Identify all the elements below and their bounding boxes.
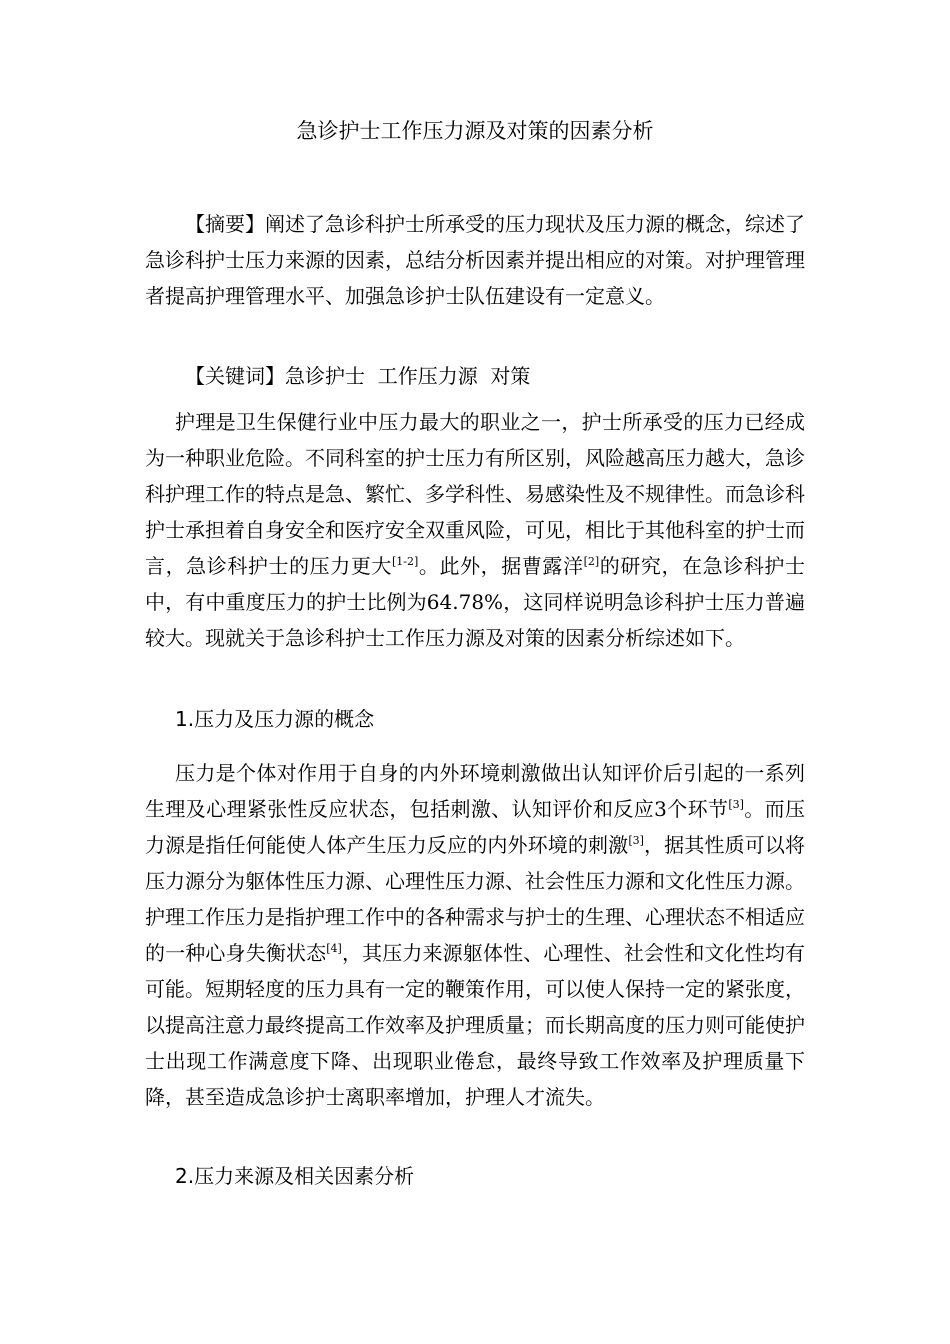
- keywords-label: 【关键词】: [185, 364, 285, 388]
- section-1-text-2: 。而压力源是指任何能使人体产生压力反应的内外环境的刺激: [145, 797, 806, 857]
- document-title: 急诊护士工作压力源及对策的因素分析: [296, 119, 654, 143]
- section-1-text-4: ，其压力来源躯体性、心理性、社会性和文化性均有可能。短期轻度的压力具有一定的鞭策作用，可以使人保持一定的紧张度，以提高注意力最终提高工作效率及护理质量；而长期高度的压力则可能使护士出现工作满意度下降、出现职业倦怠，最终导致工作效率及护理质量下降，甚至造成急诊护士离职率增加，护理人才流失。: [145, 941, 806, 1109]
- intro-text-3: 的研究，在急诊科护士中，有中重度压力的护士比例为64.78%，这同样说明急诊科护士压力普遍较大。现就关于急诊科护士工作压力源及对策的因素分析综述如下。: [145, 554, 806, 650]
- section-2-heading: 2.压力来源及相关因素分析: [175, 1164, 415, 1188]
- intro-text-2: 。此外，据曹露洋: [418, 554, 584, 578]
- citation-ref: [3]: [628, 834, 644, 847]
- section-1-paragraph: [145, 755, 805, 1115]
- abstract-text: 阐述了急诊科护士所承受的压力现状及压力源的概念，综述了急诊科护士压力来源的因素，总结分析因素并提出相应的对策。对护理管理者提高护理管理水平、加强急诊护士队伍建设有一定意义。: [145, 212, 805, 308]
- section-1-heading: 1.压力及压力源的概念: [175, 707, 375, 731]
- intro-text-1: 护理是卫生保健行业中压力最大的职业之一，护士所承受的压力已经成为一种职业危险。不同科室的护士压力有所区别，风险越高压力越大，急诊科护理工作的特点是急、繁忙、多学科性、易感染性及不规律性。而急诊科护士承担着自身安全和医疗安全双重风险，可见，相比于其他科室的护士而言，急诊科护士的压力更大: [145, 410, 805, 578]
- citation-ref: [3]: [728, 798, 744, 811]
- keywords-paragraph: [145, 358, 805, 394]
- abstract-label: 【摘要】: [185, 212, 265, 236]
- section-1-text-3: ，据其性质可以将压力源分为躯体性压力源、心理性压力源、社会性压力源和文化性压力源。护理工作压力是指护理工作中的各种需求与护士的生理、心理状态不相适应的一种心身失衡状态: [145, 833, 806, 965]
- citation-ref: [1-2]: [392, 555, 419, 568]
- abstract-paragraph: [145, 206, 805, 314]
- intro-paragraph: [145, 404, 805, 656]
- citation-ref: [2]: [583, 555, 600, 568]
- citation-ref: [4]: [326, 942, 342, 955]
- section-1-text-1: 压力是个体对作用于自身的内外环境刺激做出认知评价后引起的一系列生理及心理紧张性反应状态，包括刺激、认知评价和反应3个环节: [145, 761, 805, 821]
- keywords-text: 急诊护士 工作压力源 对策: [285, 364, 531, 388]
